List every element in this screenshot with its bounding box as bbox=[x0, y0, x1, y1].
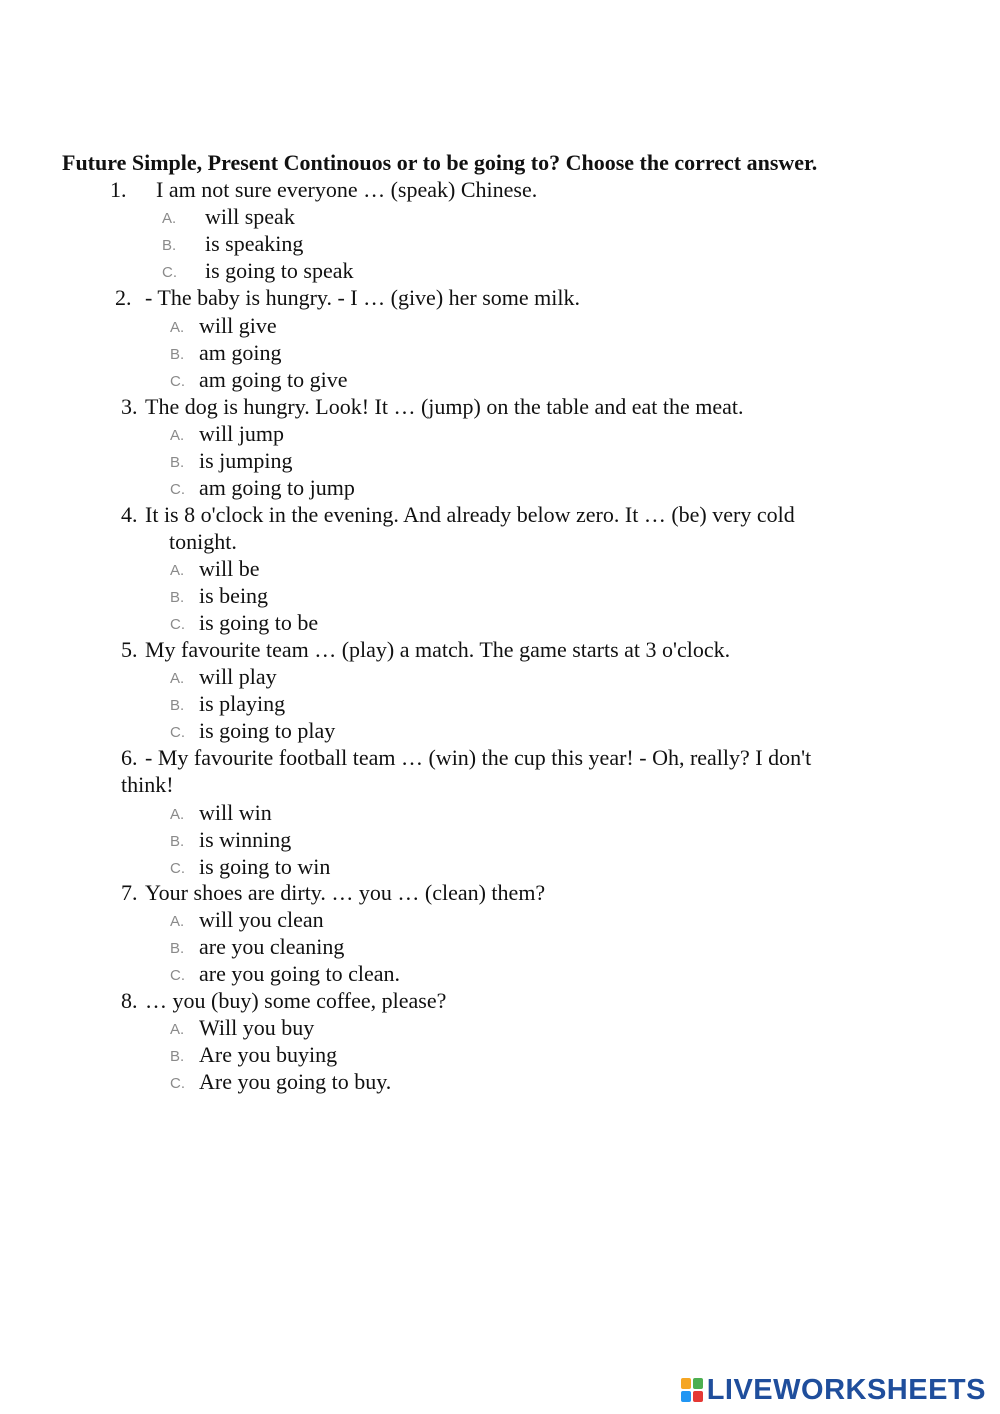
option-text: is being bbox=[199, 583, 269, 608]
logo-text: LIVEWORKSHEETS bbox=[706, 1374, 986, 1406]
question-6-continuation: think! bbox=[121, 772, 174, 797]
option-letter: C. bbox=[170, 860, 185, 877]
option-text: is playing bbox=[199, 691, 286, 716]
question-text: - The baby is hungry. - I … (give) her some milk. bbox=[145, 285, 581, 310]
option-letter: A. bbox=[170, 913, 185, 930]
question-number: 8. bbox=[121, 988, 138, 1013]
option-text: is going to play bbox=[199, 718, 336, 743]
option-text: is going to speak bbox=[205, 258, 354, 283]
option-letter: A. bbox=[170, 670, 185, 687]
question-4 bbox=[121, 501, 795, 528]
logo-mark-icon bbox=[681, 1378, 703, 1402]
option-letter: B. bbox=[170, 940, 185, 957]
question-text: - My favourite football team … (win) the cup this year! - Oh, really? I don't bbox=[145, 745, 812, 770]
option-letter: B. bbox=[170, 454, 185, 471]
option-letter: A. bbox=[170, 319, 185, 336]
question-text: My favourite team … (play) a match. The game starts at 3 o'clock. bbox=[145, 637, 731, 662]
option-text: is going to be bbox=[199, 610, 319, 635]
option-text: is winning bbox=[199, 827, 292, 852]
option-text: am going to give bbox=[199, 367, 348, 392]
question-3 bbox=[121, 393, 744, 420]
option-text: Are you buying bbox=[199, 1042, 338, 1067]
option-text: will you clean bbox=[199, 907, 324, 932]
option-letter: C. bbox=[170, 481, 185, 498]
question-4-continuation: tonight. bbox=[169, 529, 237, 554]
question-text: … you (buy) some coffee, please? bbox=[145, 988, 447, 1013]
option-text: Will you buy bbox=[199, 1015, 315, 1040]
question-1 bbox=[110, 176, 537, 203]
option-text: are you going to clean. bbox=[199, 961, 400, 986]
option-letter: B. bbox=[162, 237, 177, 254]
option-text: will speak bbox=[205, 204, 295, 229]
question-6 bbox=[121, 744, 811, 771]
option-letter: A. bbox=[170, 562, 185, 579]
option-letter: A. bbox=[170, 1021, 185, 1038]
option-letter: C. bbox=[170, 724, 185, 741]
option-letter: A. bbox=[162, 210, 177, 227]
question-number: 6. bbox=[121, 745, 138, 770]
option-text: is going to win bbox=[199, 854, 331, 879]
option-text: will give bbox=[199, 313, 277, 338]
option-text: am going to jump bbox=[199, 475, 355, 500]
option-letter: B. bbox=[170, 697, 185, 714]
option-letter: B. bbox=[170, 1048, 185, 1065]
question-8 bbox=[121, 987, 446, 1014]
question-number: 1. bbox=[110, 177, 127, 202]
question-number: 7. bbox=[121, 880, 138, 905]
question-5 bbox=[121, 636, 730, 663]
option-text: will win bbox=[199, 800, 272, 825]
question-text: It is 8 o'clock in the evening. And already below zero. It … (be) very cold bbox=[145, 502, 795, 527]
option-text: will be bbox=[199, 556, 260, 581]
option-letter: C. bbox=[170, 1075, 185, 1092]
option-letter: A. bbox=[170, 806, 185, 823]
question-text: The dog is hungry. Look! It … (jump) on the table and eat the meat. bbox=[145, 394, 744, 419]
liveworksheets-logo[interactable] bbox=[681, 1373, 986, 1407]
option-letter: B. bbox=[170, 589, 185, 606]
option-text: is speaking bbox=[205, 231, 304, 256]
question-2 bbox=[115, 284, 580, 311]
option-text: are you cleaning bbox=[199, 934, 345, 959]
option-letter: C. bbox=[162, 264, 177, 281]
question-7 bbox=[121, 879, 545, 906]
option-letter: C. bbox=[170, 616, 185, 633]
option-text: will jump bbox=[199, 421, 284, 446]
option-text: will play bbox=[199, 664, 277, 689]
option-letter: C. bbox=[170, 373, 185, 390]
question-number: 2. bbox=[115, 285, 132, 310]
option-letter: C. bbox=[170, 967, 185, 984]
worksheet-title: Future Simple, Present Continouos or to be going to? Choose the correct answer. bbox=[62, 150, 818, 175]
question-number: 4. bbox=[121, 502, 138, 527]
option-letter: A. bbox=[170, 427, 185, 444]
option-letter: B. bbox=[170, 833, 185, 850]
option-text: Are you going to buy. bbox=[199, 1069, 392, 1094]
question-text: I am not sure everyone … (speak) Chinese. bbox=[156, 177, 538, 202]
option-text: is jumping bbox=[199, 448, 293, 473]
question-number: 5. bbox=[121, 637, 138, 662]
question-text: Your shoes are dirty. … you … (clean) them? bbox=[145, 880, 546, 905]
option-text: am going bbox=[199, 340, 282, 365]
option-letter: B. bbox=[170, 346, 185, 363]
question-number: 3. bbox=[121, 394, 138, 419]
